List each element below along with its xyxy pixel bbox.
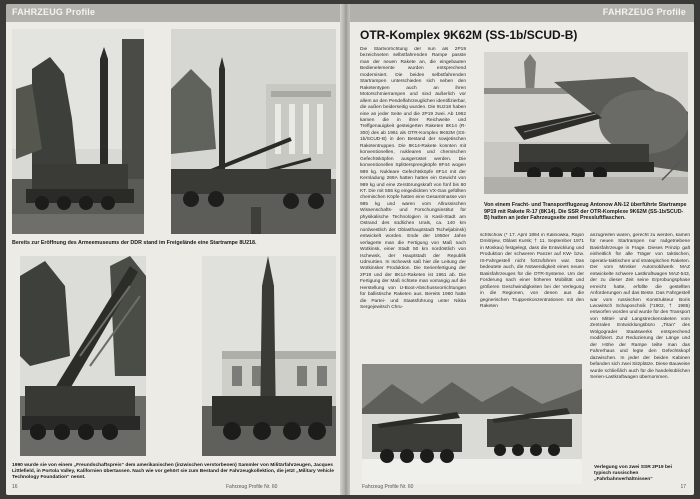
museum-launcher-photo <box>12 29 144 234</box>
an12-unloading-photo <box>484 52 688 194</box>
missile-building-photo <box>202 256 336 456</box>
left-top-caption: Bereits zur Eröffnung des Armeemuseums der DDR stand im Freigelände eine Startrampe 8U218. <box>12 240 257 246</box>
right-header-title: FAHRZEUG Profile <box>602 7 686 17</box>
left-page <box>6 4 342 495</box>
article-title: OTR-Komplex 9K62M (SS-1b/SCUD-B) <box>360 28 578 42</box>
right-page <box>350 4 694 495</box>
launcher-erector-photo <box>20 256 146 456</box>
article-column-1: Die Startvorrichtung der nun als 2P19 bezeichneten selbstfahrenden Rampe passte man der neuen Rakete an, die eingebauten Bedienelemente wurden entsprechend modernisiert. Die beiden selbstfahrenden Startrampen unterschieden sich neben den Raketentypen auch an ihren Motorschmierrampen und sind äußerlich vor allem an den Pendelfahrzeuglichen identifizierbar, die außen beiderseitig wurden. Die 8U218 haben eine an jeder Seite und die 2P19 zwei. Ab 1962 kamen die in ihrer Reichweite und Treffgenauigkeit gesteigerten Raketen 8K14 (R-300) des ab 1961 als OTR-Komplex 9K62M (SS-1b/SCUD-B) in den Bestand der sowjetischen Raketentruppen. Die 8K14-Rakete konnten mit konventionellen, nuklearen und chemischen Gefechtsköpfen ausgerüstet werden. Die konventionellen Splittersprengköpfe 8F44 wogen 989 kg. Nukleare Gefechtsköpfe 8F14 mit der Kernladung 269A hatten hatten ein Gewicht von 989 kg und eine Zerstörungskraft von fünf bis 80 KT. Die mit 555 kg eingedickten VX-Gas gefüllten chemischen Köpfe hatten eine Gesamtmasse von 985 kg und waren vom Allrussischen Wissenschafts- und Forschungsinstitut für physikalische Technologien in Kasli-Stadt am Ostrand des südlichen Urals, ca. 140 km nordwestlich der Oblasthauptstadt Tscheljabinsk) entwickelt worden. Ende der 1950er Jahre verlagerte man die Fertigung von Maß nach Wotkinsk, einer Stadt 50 km nordöstlich von Ischewsk, der Hauptstadt der Republik Udmurtien. In Ischewsk saß hier die Leitung der Wotkinsker Produktion. Die Serienfertigung der 2P19 und der 8K14-Raketen ist 1961 ab. Die Fertigung der Maß richtete man vorrangig auf die Herstellung von U-Boot-Abschussvorrichtungen für ballistische Raketen aus. Bereits 1960 hatte die Partei- und Staatsführung unter Nikita Sergejewitsch Chru- <box>360 47 466 311</box>
right-bottom-caption: Verlegung von zwei SSR 2P19 bei typisch russischen „Fahrbahnverhältnissen“ <box>594 465 673 483</box>
left-footer: Fahrzeug Profile Nr. 60 <box>226 484 278 490</box>
right-top-caption: Von einem Fracht- und Transportflugzeug Antonow AN-12 überführte Startrampe 9P19 mit Rakete R-17 (8K14). Die SSR der OTR-Komplexe 9K62M (SS-1b/SCUD-B) hatten an jeder Fahrzeugseite zwei Pressluftflaschen. <box>484 202 687 222</box>
museum-courtyard-photo <box>171 29 336 234</box>
article-column-3: anzugreifen waren, gerecht zu werden, kamen für neuen Startrampen nur radgetriebene Basisfahrzeuge in Frage. Dieses Prinzip galt einheitlich für alle Träger von taktischen, operativ-taktischen und strategischen Raketen. Der vom Minsker Automobilwerk MAZ entwickelte schwere Lastkraftwagen MAZ-543, der zu dieser Zeit seine Erprobungsphase erreicht hatte, erfüllte die gestellten Anforderungen auf das Beste. Das Fahrgestell war vom russischen Konstrukteur Boris Lwowitsch Schaposchnik (*1902, † 1985) entworfen worden und wurde für den Transport von Mittel- und Langstreckenraketen vom Zentralen Entwicklungsbüro „Titan“ des Wolgograder Staatswerks entsprechend modifiziert. Zur Reduzierung der Länge und der Höhe der Rampe teilte man das Fahrerhaus und legte den Gefechtskopf dazwischen. In jeder der beiden Kabinen befanden sich zwei Sitzplätze. Diese Bauweise wurde schließlich auch für die handelsüblichen Serien-Lastkraftwagen übernommen. <box>590 233 690 380</box>
left-bottom-caption: 1990 wurde sie von einem „Freundschaftspreis“ dem amerikanischen (inzwischen verstorbenen) Sammler von Militärfahrzeugen, Jacques Littlefield, in Portola Valley, Kalifornien übertassen. Nach wie vor gehört sie zum Bestand der Fahrzeugkollektion, die jetzt „Military Vehicle Technology Foundation“ nennt. <box>12 463 334 481</box>
left-header-title: FAHRZEUG Profile <box>12 7 96 17</box>
right-footer: Fahrzeug Profile Nr. 60 <box>362 484 414 490</box>
article-column-2: schtschow (* 17. April 1894 in Kalinowka, Rajon Dmitrijew, Oblast Kursk; † 11. September 1971 in Moskau) festgelegt, dass die Entwicklung und Produktion der schweren Panzer auf KW- bzw. IS-Fahrgestell nicht fortzuführen war. Das bedeutete auch, die Notwendigkeit eines neuen Basisfahrzeuges für die OTR-Systeme. Um der Forderung nach einer höheren Mobilität und größeren Geschwindigkeiten bei der Verlegung in die Regionen, von denen aus die gegnerischen Truppenkonzentrationen mit den Raketen <box>480 233 584 309</box>
winter-convoy-photo <box>362 364 582 484</box>
right-page-number: 17 <box>680 484 686 490</box>
left-page-number: 16 <box>12 484 18 490</box>
